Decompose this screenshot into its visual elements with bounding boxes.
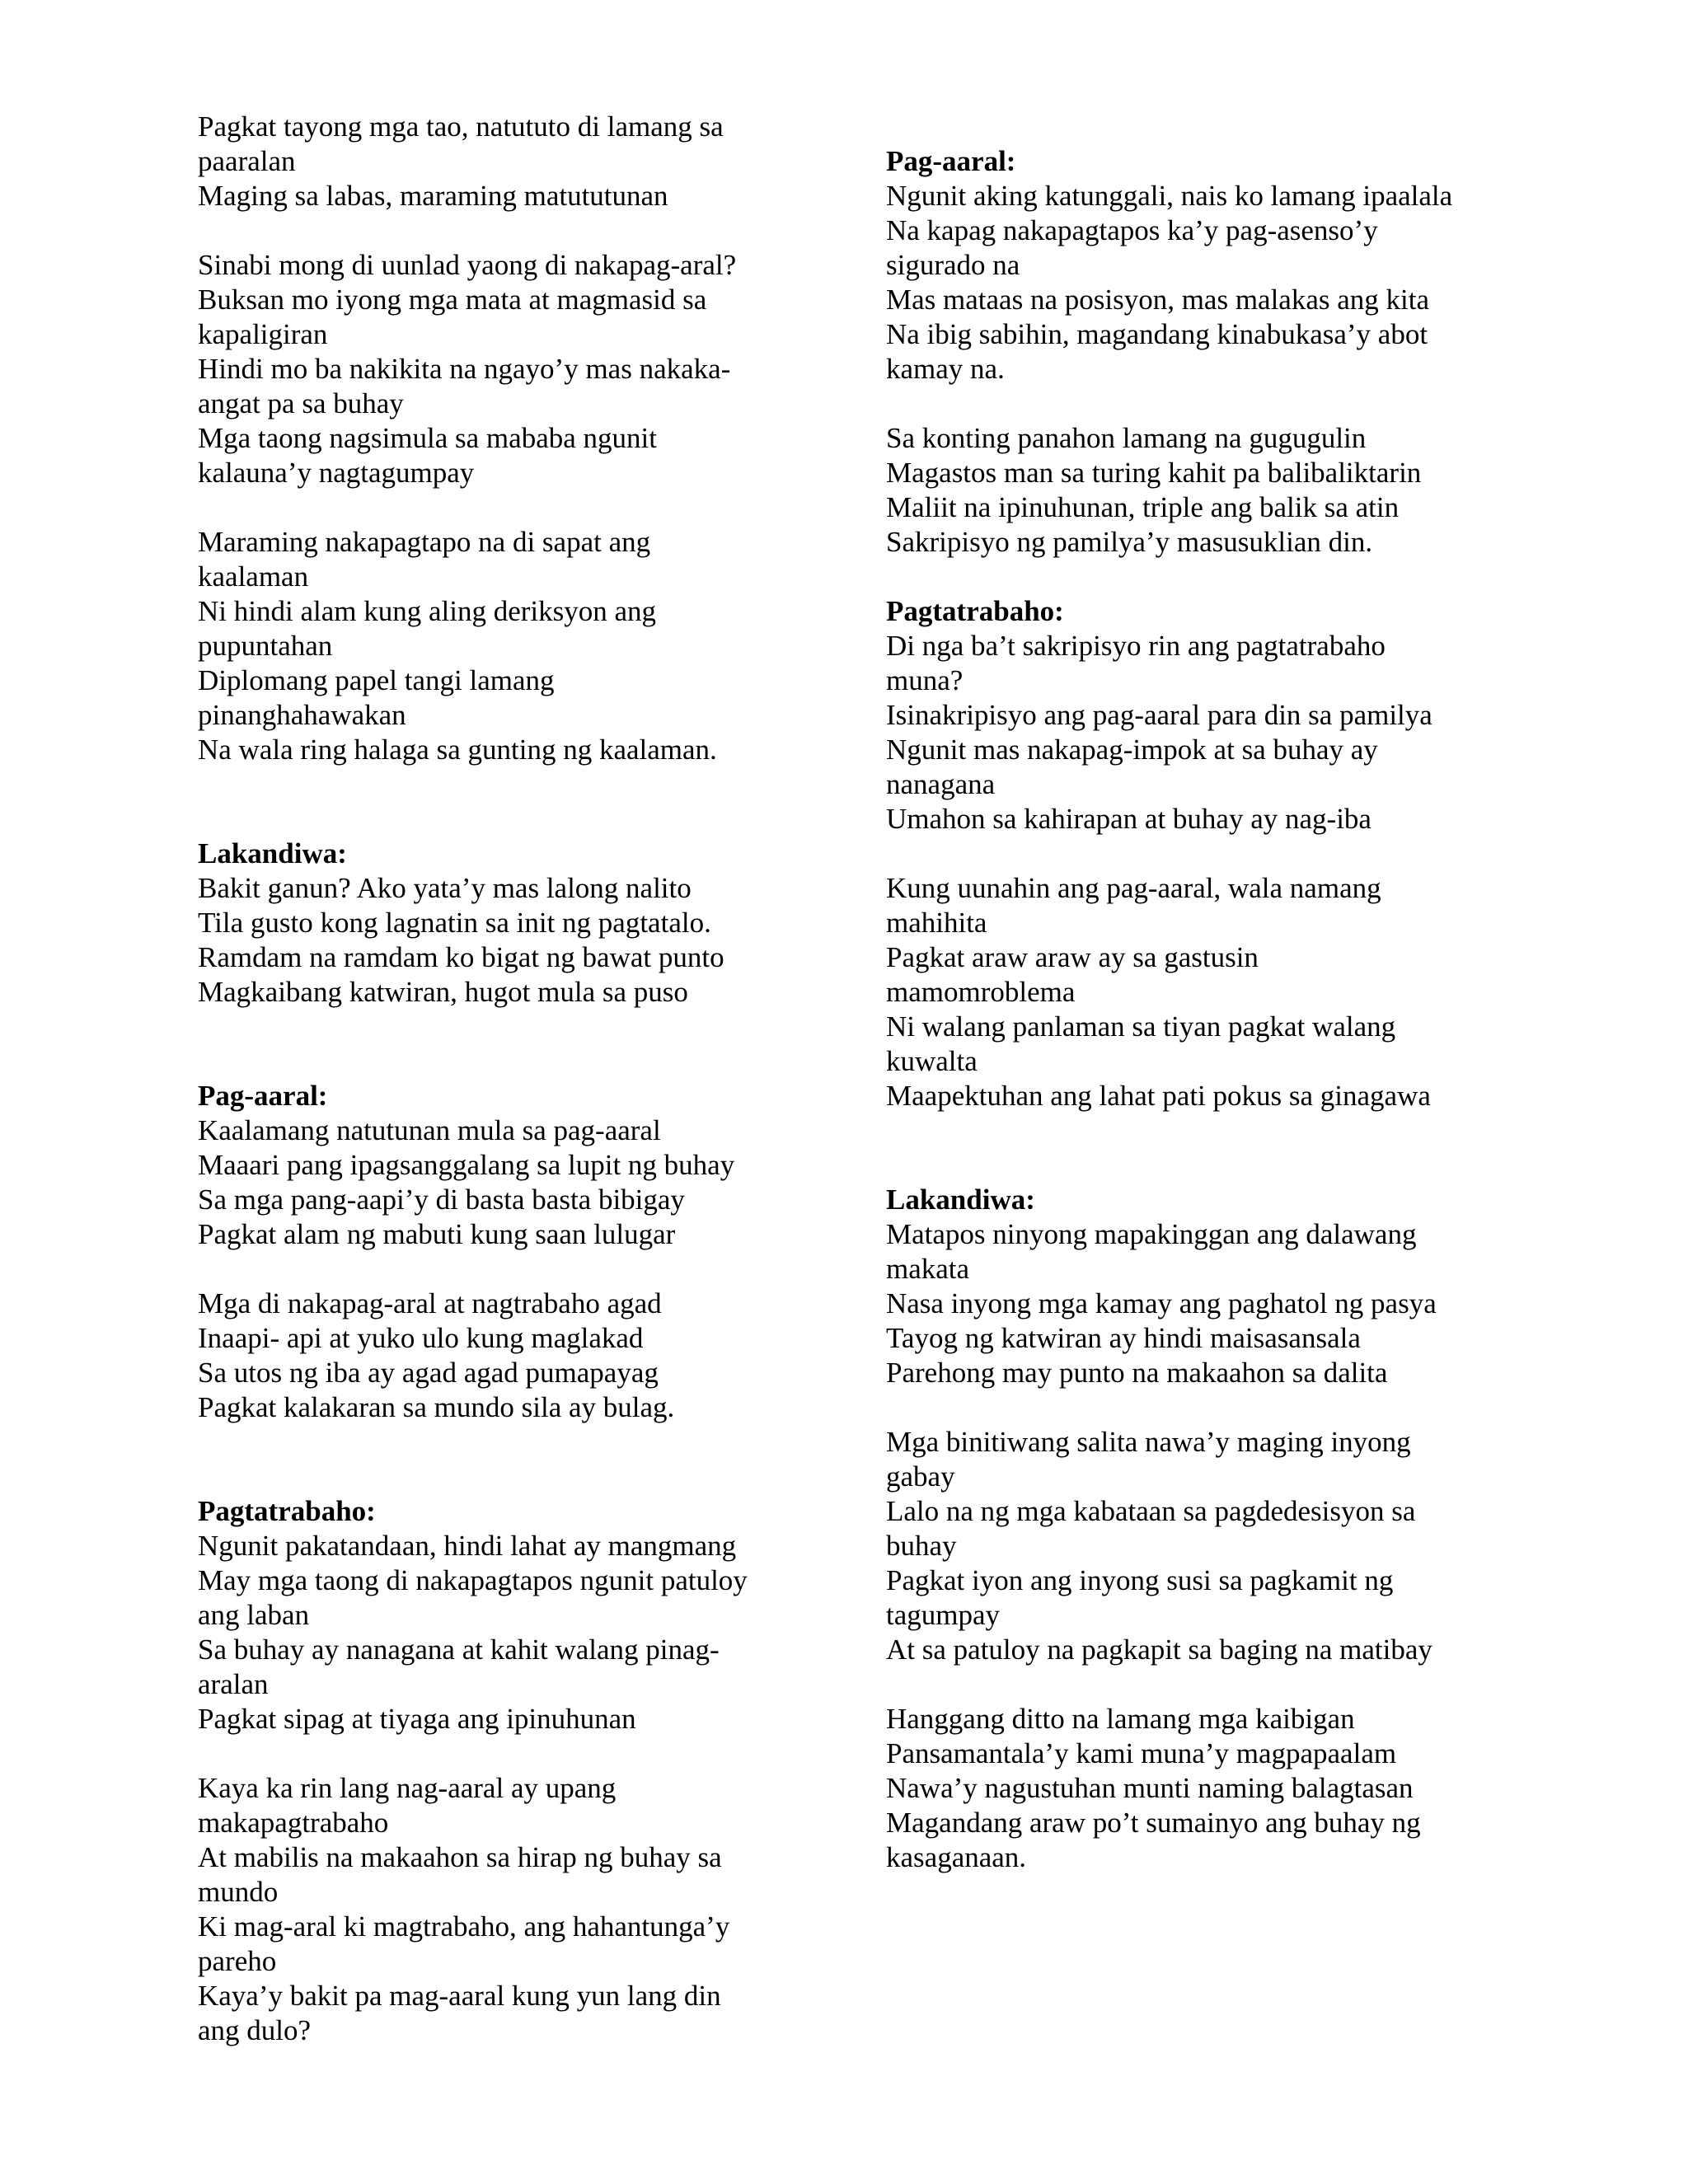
verse-line: ang dulo?	[198, 2014, 312, 2046]
verse-line: Pagkat sipag at tiyaga ang ipinuhunan	[198, 1703, 636, 1735]
verse-line: May mga taong di nakapagtapos ngunit patuloy	[198, 1564, 748, 1596]
verse-line: muna?	[886, 664, 964, 696]
stanza-left-7	[198, 1529, 783, 1736]
verse-line: Sinabi mong di uunlad yaong di nakapag-aral?	[198, 249, 737, 281]
verse-line: At sa patuloy na pagkapit sa baging na matibay	[886, 1633, 1432, 1666]
verse-line: ang laban	[198, 1599, 310, 1631]
verse-line: Ngunit pakatandaan, hindi lahat ay mangmang	[198, 1530, 737, 1562]
speaker-heading-pagtatrabaho: Pagtatrabaho:	[198, 1495, 376, 1527]
verse-line: Na ibig sabihin, magandang kinabukasa’y abot	[886, 318, 1428, 350]
verse-line: Magandang araw po’t sumainyo ang buhay ng	[886, 1807, 1421, 1839]
verse-line: Hanggang ditto na lamang mga kaibigan	[886, 1703, 1355, 1735]
verse-line: Pagkat kalakaran sa mundo sila ay bulag.	[198, 1391, 675, 1423]
speaker-heading-pag-aaral: Pag-aaral:	[198, 1080, 328, 1112]
verse-line: mahihita	[886, 907, 987, 939]
verse-line: pupuntahan	[198, 630, 333, 662]
stanza-left-5	[198, 1113, 783, 1252]
verse-line: Maliit na ipinuhunan, triple ang balik sa atin	[886, 491, 1400, 523]
verse-line: Sa buhay ay nanagana at kahit walang pinag-	[198, 1633, 720, 1666]
left-column	[198, 110, 783, 2048]
verse-line: kaalaman	[198, 560, 309, 593]
verse-line: Buksan mo iyong mga mata at magmasid sa	[198, 284, 707, 316]
verse-line: nanagana	[886, 768, 996, 800]
stanza-left-4	[198, 871, 783, 1010]
stanza-left-6	[198, 1286, 783, 1425]
verse-line: Maging sa labas, maraming matututunan	[198, 180, 668, 212]
verse-line: mamomroblema	[886, 976, 1076, 1008]
verse-line: Ngunit aking katunggali, nais ko lamang ipaalala	[886, 180, 1453, 212]
stanza-right-1	[886, 179, 1479, 387]
verse-line: Sa utos ng iba ay agad agad pumapayag	[198, 1357, 659, 1389]
verse-line: kapaligiran	[198, 318, 328, 350]
verse-line: Parehong may punto na makaahon sa dalita	[886, 1357, 1388, 1389]
verse-line: Ngunit mas nakapag-impok at sa buhay ay	[886, 733, 1378, 766]
verse-line: Diplomang papel tangi lamang	[198, 664, 555, 696]
stanza-left-8	[198, 1771, 783, 2048]
verse-line: Pagkat iyon ang inyong susi sa pagkamit ng	[886, 1564, 1394, 1596]
verse-line: Bakit ganun? Ako yata’y mas lalong nalito	[198, 872, 692, 904]
verse-line: makapagtrabaho	[198, 1807, 389, 1839]
verse-line: kalauna’y nagtagumpay	[198, 457, 475, 489]
verse-line: makata	[886, 1253, 970, 1285]
stanza-right-7	[886, 1702, 1479, 1875]
verse-line: Isinakripisyo ang pag-aaral para din sa pamilya	[886, 699, 1432, 731]
verse-line: Mas mataas na posisyon, mas malakas ang kita	[886, 284, 1430, 316]
verse-line: pinanghahawakan	[198, 699, 406, 731]
verse-line: Kaya’y bakit pa mag-aaral kung yun lang din	[198, 1980, 721, 2012]
verse-line: Na wala ring halaga sa gunting ng kaalaman.	[198, 733, 717, 766]
verse-line: Maraming nakapagtapo na di sapat ang	[198, 526, 651, 558]
verse-line: Magkaibang katwiran, hugot mula sa puso	[198, 976, 688, 1008]
verse-line: Mga binitiwang salita nawa’y maging inyong	[886, 1426, 1411, 1458]
speaker-heading-pagtatrabaho: Pagtatrabaho:	[886, 595, 1064, 627]
stanza-left-3	[198, 525, 783, 767]
verse-line: kasaganaan.	[886, 1841, 1027, 1873]
verse-line: Maapektuhan ang lahat pati pokus sa ginagawa	[886, 1080, 1431, 1112]
verse-line: Lalo na ng mga kabataan sa pagdedesisyon sa	[886, 1495, 1416, 1527]
verse-line: Magastos man sa turing kahit pa balibaliktarin	[886, 457, 1422, 489]
verse-line: Tila gusto kong lagnatin sa init ng pagtatalo.	[198, 907, 711, 939]
verse-line: Di nga ba’t sakripisyo rin ang pagtatrabaho	[886, 630, 1386, 662]
verse-line: Nasa inyong mga kamay ang paghatol ng pasya	[886, 1287, 1437, 1319]
stanza-left-2	[198, 248, 783, 490]
stanza-left-1	[198, 110, 783, 213]
verse-line: Sa mga pang-aapi’y di basta basta bibigay	[198, 1183, 685, 1216]
stanza-right-5	[886, 1217, 1479, 1390]
verse-line: Pagkat alam ng mabuti kung saan lulugar	[198, 1218, 676, 1250]
verse-line: At mabilis na makaahon sa hirap ng buhay sa	[198, 1841, 722, 1873]
verse-line: Sa konting panahon lamang na gugugulin	[886, 422, 1367, 454]
verse-line: Mga taong nagsimula sa mababa ngunit	[198, 422, 657, 454]
speaker-heading-pag-aaral: Pag-aaral:	[886, 145, 1016, 177]
verse-line: sigurado na	[886, 249, 1020, 281]
verse-line: Ramdam na ramdam ko bigat ng bawat punto	[198, 941, 724, 973]
stanza-right-6	[886, 1425, 1479, 1667]
right-column	[886, 144, 1479, 1875]
verse-line: kuwalta	[886, 1045, 978, 1077]
stanza-right-4	[886, 871, 1479, 1113]
verse-line: Ni hindi alam kung aling deriksyon ang	[198, 595, 657, 627]
speaker-heading-lakandiwa: Lakandiwa:	[886, 1183, 1035, 1216]
verse-line: Tayog ng katwiran ay hindi maisasansala	[886, 1322, 1361, 1354]
verse-line: Sakripisyo ng pamilya’y masusuklian din.	[886, 526, 1373, 558]
verse-line: tagumpay	[886, 1599, 1001, 1631]
verse-line: aralan	[198, 1668, 269, 1700]
verse-line: Nawa’y nagustuhan munti naming balagtasan	[886, 1772, 1414, 1804]
verse-line: Hindi mo ba nakikita na ngayo’y mas nakaka-	[198, 353, 731, 385]
stanza-right-3	[886, 629, 1479, 837]
verse-line: Pansamantala’y kami muna’y magpapaalam	[886, 1737, 1397, 1769]
verse-line: paaralan	[198, 145, 296, 177]
verse-line: mundo	[198, 1876, 279, 1908]
verse-line: Pagkat tayong mga tao, natututo di lamang sa	[198, 110, 724, 143]
verse-line: kamay na.	[886, 353, 1005, 385]
verse-line: Kaalamang natutunan mula sa pag-aaral	[198, 1114, 661, 1146]
verse-line: pareho	[198, 1945, 277, 1977]
verse-line: Inaapi- api at yuko ulo kung maglakad	[198, 1322, 644, 1354]
verse-line: Ki mag-aral ki magtrabaho, ang hahantunga’y	[198, 1910, 730, 1943]
verse-line: Kaya ka rin lang nag-aaral ay upang	[198, 1772, 617, 1804]
speaker-heading-lakandiwa: Lakandiwa:	[198, 837, 347, 869]
verse-line: gabay	[886, 1460, 955, 1493]
verse-line: buhay	[886, 1530, 957, 1562]
verse-line: angat pa sa buhay	[198, 387, 404, 419]
verse-line: Na kapag nakapagtapos ka’y pag-asenso’y	[886, 214, 1378, 246]
stanza-right-2	[886, 421, 1479, 560]
verse-line: Umahon sa kahirapan at buhay ay nag-iba	[886, 803, 1372, 835]
verse-line: Matapos ninyong mapakinggan ang dalawang	[886, 1218, 1417, 1250]
verse-line: Mga di nakapag-aral at nagtrabaho agad	[198, 1287, 662, 1319]
verse-line: Ni walang panlaman sa tiyan pagkat walang	[886, 1010, 1396, 1043]
verse-line: Pagkat araw araw ay sa gastusin	[886, 941, 1259, 973]
verse-line: Maaari pang ipagsanggalang sa lupit ng buhay	[198, 1149, 735, 1181]
verse-line: Kung uunahin ang pag-aaral, wala namang	[886, 872, 1381, 904]
